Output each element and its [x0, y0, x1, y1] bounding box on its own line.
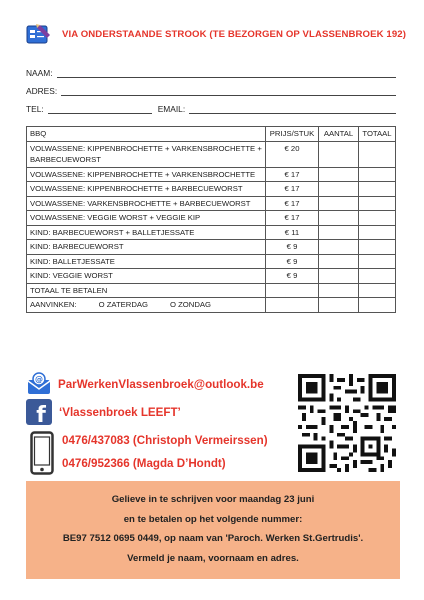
item-total-cell[interactable]: [359, 211, 396, 226]
item-total-cell[interactable]: [359, 182, 396, 197]
item-total-cell[interactable]: [359, 269, 396, 284]
empty-cell: [319, 298, 359, 313]
header-count: AANTAL: [319, 127, 359, 142]
item-name: KIND: BARBECUEWORST: [27, 240, 266, 255]
item-price: € 17: [266, 211, 319, 226]
total-amount-cell[interactable]: [359, 283, 396, 298]
item-count-cell[interactable]: [319, 167, 359, 182]
item-count-cell[interactable]: [319, 211, 359, 226]
tel-field[interactable]: [48, 105, 152, 114]
contact-phone-2: [62, 457, 226, 470]
item-count-cell[interactable]: [319, 225, 359, 240]
table-row: [27, 225, 396, 240]
item-price: € 20: [266, 141, 319, 167]
total-label: TOTAAL TE BETALEN: [27, 283, 266, 298]
payment-info-box: [26, 481, 400, 579]
item-total-cell[interactable]: [359, 225, 396, 240]
item-name: VOLWASSENE: KIPPENBROCHETTE + VARKENSBROCHETTE: [27, 167, 266, 182]
page-title: VIA ONDERSTAANDE STROOK (TE BEZORGEN OP VLASSENBROEK 192): [62, 28, 407, 40]
item-name: KIND: BALLETJESSATE: [27, 254, 266, 269]
footer-line-account: BE97 7512 0695 0449, op naam van 'Paroch. Werken St.Gertrudis'.: [62, 533, 364, 544]
header: [26, 20, 406, 48]
table-header-row: [27, 127, 396, 142]
contact-phone-1-text[interactable]: 0476/437083 (Christoph Vermeirssen): [62, 434, 268, 447]
empty-cell: [266, 298, 319, 313]
address-field[interactable]: [61, 87, 396, 96]
table-row: [27, 211, 396, 226]
contact-phone-1: [62, 434, 268, 447]
table-row: [27, 182, 396, 197]
table-row: [27, 141, 396, 167]
contact-facebook: [26, 399, 181, 425]
item-name: VOLWASSENE: KIPPENBROCHETTE + VARKENSBROCHETTE + BARBECUEWORST: [27, 141, 266, 167]
item-count-cell[interactable]: [319, 254, 359, 269]
total-count-cell[interactable]: [319, 283, 359, 298]
item-total-cell[interactable]: [359, 141, 396, 167]
item-price: € 17: [266, 167, 319, 182]
contact-phone-2-text[interactable]: 0476/952366 (Magda D’Hondt): [62, 457, 226, 470]
facebook-icon: [26, 399, 52, 425]
total-price-cell: [266, 283, 319, 298]
table-row: [27, 240, 396, 255]
item-count-cell[interactable]: [319, 141, 359, 167]
table-row: [27, 196, 396, 211]
name-row: [26, 68, 396, 78]
day-choice-row: [27, 298, 396, 313]
item-count-cell[interactable]: [319, 240, 359, 255]
contact-email-text[interactable]: ParWerkenVlassenbroek@outlook.be: [58, 377, 264, 391]
contact-email: [26, 372, 264, 396]
item-price: € 17: [266, 196, 319, 211]
item-total-cell[interactable]: [359, 240, 396, 255]
table-row: [27, 254, 396, 269]
order-table: [26, 126, 396, 313]
qr-code-icon[interactable]: [298, 374, 396, 472]
item-count-cell[interactable]: [319, 196, 359, 211]
footer-line-deadline: Gelieve in te schrijven voor maandag 23 juni: [111, 494, 315, 505]
day-choice-cell: [27, 298, 266, 313]
item-price: € 9: [266, 240, 319, 255]
item-total-cell[interactable]: [359, 196, 396, 211]
form-logo-icon: [26, 23, 52, 45]
name-label: NAAM:: [26, 68, 53, 78]
item-price: € 9: [266, 254, 319, 269]
address-row: [26, 86, 396, 96]
email-icon: [26, 372, 52, 396]
table-row: [27, 167, 396, 182]
item-name: KIND: VEGGIE WORST: [27, 269, 266, 284]
svg-text:@: @: [35, 375, 43, 384]
item-price: € 9: [266, 269, 319, 284]
item-total-cell[interactable]: [359, 254, 396, 269]
contact-facebook-text[interactable]: ‘Vlassenbroek LEEFT’: [59, 405, 181, 419]
item-price: € 17: [266, 182, 319, 197]
footer-line-pay: en te betalen op het volgende nummer:: [123, 513, 303, 525]
email-field[interactable]: [189, 105, 396, 114]
option-saturday[interactable]: O ZATERDAG: [98, 300, 148, 309]
option-sunday[interactable]: O ZONDAG: [169, 300, 211, 309]
tel-label: TEL:: [26, 104, 44, 114]
footer-line-mention: Vermeld je naam, voornaam en adres.: [127, 552, 299, 564]
address-label: ADRES:: [26, 86, 58, 96]
item-count-cell[interactable]: [319, 269, 359, 284]
header-bbq: BBQ: [27, 127, 266, 142]
item-name: KIND: BARBECUEWORST + BALLETJESSATE: [27, 225, 266, 240]
email-label: EMAIL:: [157, 104, 186, 114]
svg-text:f: f: [36, 403, 46, 425]
empty-cell: [359, 298, 396, 313]
item-name: VOLWASSENE: KIPPENBROCHETTE + BARBECUEWORST: [27, 182, 266, 197]
item-name: VOLWASSENE: VEGGIE WORST + VEGGIE KIP: [27, 211, 266, 226]
phone-icon: [30, 431, 54, 475]
header-total: TOTAAL: [359, 127, 396, 142]
item-total-cell[interactable]: [359, 167, 396, 182]
total-row: [27, 283, 396, 298]
header-price: PRIJS/STUK: [266, 127, 319, 142]
contact-row: [26, 104, 396, 114]
name-field[interactable]: [57, 69, 396, 78]
item-name: VOLWASSENE: VARKENSBROCHETTE + BARBECUEWORST: [27, 196, 266, 211]
table-row: [27, 269, 396, 284]
item-count-cell[interactable]: [319, 182, 359, 197]
item-price: € 11: [266, 225, 319, 240]
check-label: AANVINKEN:: [30, 300, 77, 309]
